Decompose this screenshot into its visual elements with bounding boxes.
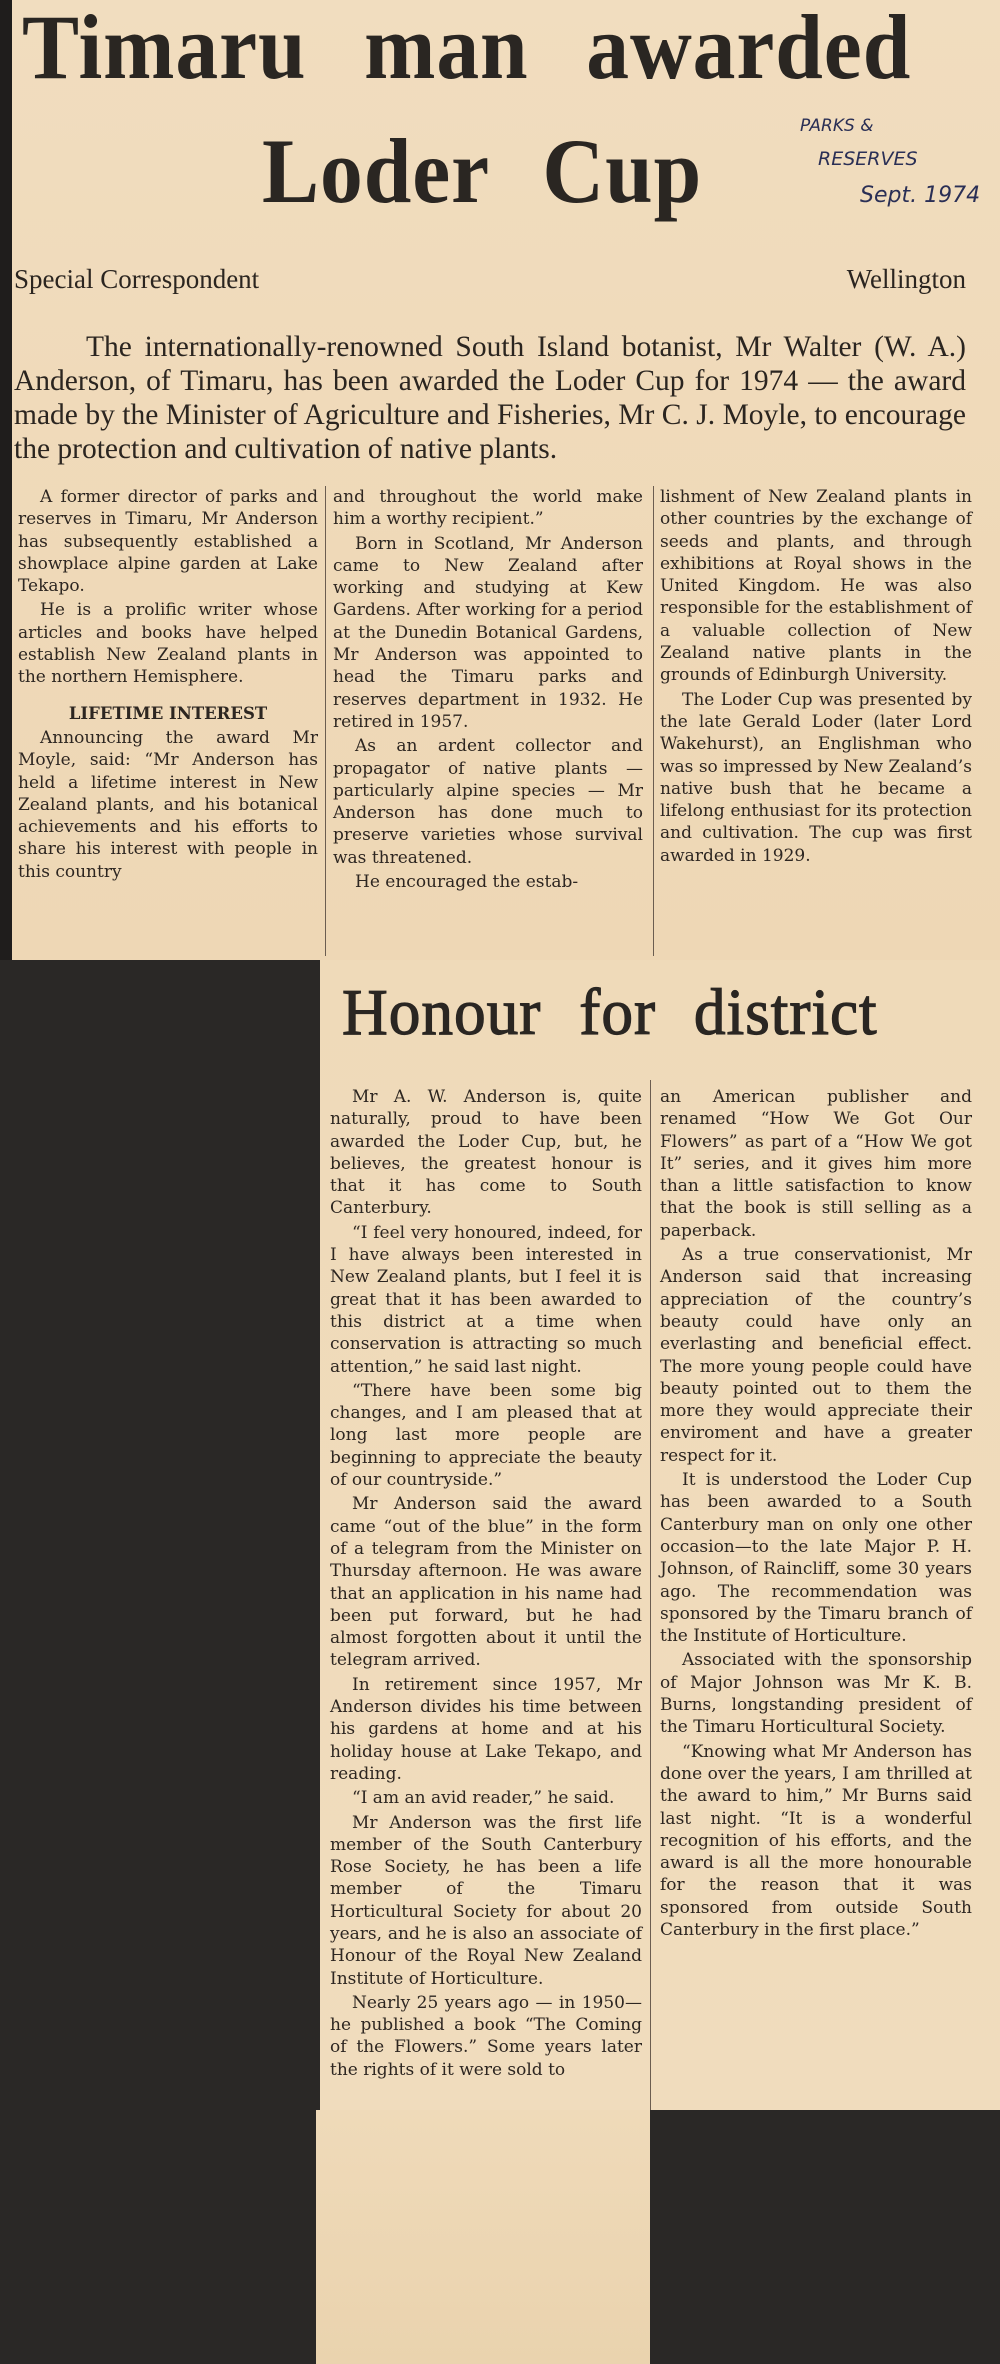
headline-honour-for-district: Honour for district — [342, 976, 878, 1049]
column-rule — [325, 486, 326, 956]
paragraph: It is understood the Loder Cup has been awarded to a South Canterbury man on only one other occasion—to the late Major P. H. Johnson, of Raincliff, some 30 years ago. The recommendation was sponsored by the Timaru branch of the Institute of Horticulture. — [660, 1470, 972, 1647]
handwritten-note-line-2: RESERVES — [818, 148, 918, 170]
paragraph: and throughout the world make him a worthy recipient.” — [333, 487, 643, 530]
paragraph: In retirement since 1957, Mr Anderson divides his time between his gardens at home and at his holiday house at Lake Tekapo, and reading. — [330, 1674, 642, 1784]
paragraph: lishment of New Zealand plants in other countries by the exchange of seeds and plants, and through exhibitions at Royal shows in the United Kingdom. He was also responsible for the establishment of a valuable collection of New Zealand native plants in the grounds of Edinburgh University. — [660, 487, 972, 686]
byline-author: Special Correspondent — [14, 264, 260, 294]
paragraph: A former director of parks and reserves in Timaru, Mr Anderson has subsequently established a showplace alpine garden at Lake Tekapo. — [18, 487, 318, 597]
paragraph: Announcing the award Mr Moyle, said: “Mr Anderson has held a lifetime interest in New Zealand plants, and his botanical achievements and his efforts to share his interest with people in this country — [18, 727, 318, 882]
lead-paragraph: The internationally-renowned South Island botanist, Mr Walter (W. A.) Anderson, of Timaru, has been awarded the Loder Cup for 1974 — the award made by the Minister of Agriculture and Fisheries, Mr C. J. Moyle, to encourage the protection and cultivation of native plants. — [14, 330, 966, 465]
paragraph: “I feel very honoured, indeed, for I have always been interested in New Zealand plants, but I feel it is great that it has been awarded to this district at a time when conservation is attracting so much attention,” he said last night. — [330, 1222, 642, 1377]
paragraph: “Knowing what Mr Anderson has done over the years, I am thrilled at the award to him,” Mr Burns said last night. “It is a wonderful recognition of his efforts, and the award is all the more honourable for the reason that it was sponsored from outside South Canterbury in the first place.” — [660, 1741, 972, 1940]
article1-column-2 — [333, 486, 643, 893]
paragraph: “I am an avid reader,” he said. — [352, 1788, 615, 1809]
paragraph: Nearly 25 years ago — in 1950—he published a book “The Coming of the Flowers.” Some years later the rights of it were sold to — [330, 1992, 642, 2080]
headline-line-1: Timaru man awarded — [22, 0, 912, 98]
article2-column-1 — [330, 1086, 642, 2081]
paragraph: “There have been some big changes, and I am pleased that at long last more people are beginning to appreciate the beauty of our countryside.” — [330, 1380, 642, 1491]
paragraph: an American publisher and renamed “How We Got Our Flowers” as part of a “How We got It” series, and it gives him more than a little satisfaction to know that the book is still selling as a paperback. — [660, 1087, 972, 1241]
background-edge — [0, 0, 12, 960]
paragraph: Mr Anderson was the first life member of the South Canterbury Rose Society, he has been a life member of the Timaru Horticultural Society for about 20 years, and he is also an associate of Honour of the Royal New Zealand Institute of Horticulture. — [330, 1812, 642, 1989]
article2-column-2 — [660, 1086, 972, 1941]
article1-column-1 — [18, 486, 318, 883]
handwritten-note-line-1: PARKS & — [800, 116, 874, 136]
paragraph: As an ardent collector and propagator of native plants — particularly alpine species — Mr Anderson has done much to preserve varieties whose survival was threatened. — [333, 736, 643, 868]
column-rule — [653, 486, 654, 956]
article1-column-3 — [660, 486, 972, 867]
handwritten-note-date: Sept. 1974 — [860, 183, 981, 208]
paragraph: He encouraged the estab- — [355, 872, 579, 893]
paragraph: He is a prolific writer whose articles and books have helped establish New Zealand plants in the northern Hemisphere. — [18, 600, 318, 688]
paragraph: Mr Anderson said the award came “out of the blue” in the form of a telegram from the Minister on Thursday afternoon. He was aware that an application in his name had been put forward, but he had almost forgotten about it until the telegram arrived. — [330, 1494, 642, 1671]
paragraph: As a true conservationist, Mr Anderson said that increasing appreciation of the country’s beauty could have only an everlasting and beneficial effect. The more young people could have beauty pointed out to them the more they would appreciate their enviroment and have a greater respect for it. — [660, 1245, 972, 1466]
subheading: LIFETIME INTEREST — [68, 703, 268, 723]
paragraph: Mr A. W. Anderson is, quite naturally, proud to have been awarded the Loder Cup, but, he believes, the greatest honour is that it has come to South Canterbury. — [330, 1087, 642, 1219]
byline-location: Wellington — [846, 264, 966, 294]
paragraph: The Loder Cup was presented by the late Gerald Loder (later Lord Wakehurst), an Englishman who was so impressed by New Zealand’s native bush that he became a lifelong enthusiast for its protection and cultivation. The cup was first awarded in 1929. — [660, 689, 972, 866]
paragraph: Born in Scotland, Mr Anderson came to New Zealand after working and studying at Kew Gardens. After working for a period at the Dunedin Botanical Gardens, Mr Anderson was appointed to head the Timaru parks and reserves department in 1932. He retired in 1957. — [333, 533, 643, 732]
column-rule — [650, 1080, 651, 2110]
paragraph: Associated with the sponsorship of Major Johnson was Mr K. B. Burns, longstanding president of the Timaru Horticultural Society. — [660, 1650, 972, 1738]
headline-line-2: Loder Cup — [262, 120, 703, 222]
clipping-second-article-tail — [316, 2110, 650, 2364]
